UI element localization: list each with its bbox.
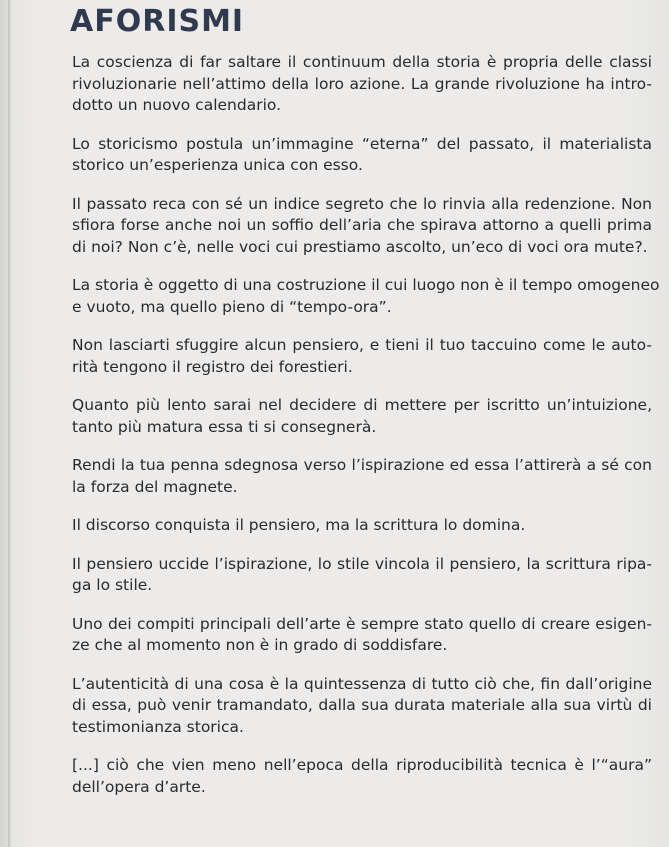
aphorism-paragraph <box>72 614 652 657</box>
aphorism-paragraph <box>72 554 652 597</box>
aphorism-list <box>72 52 660 815</box>
page-title: AFORISMI <box>70 4 245 39</box>
aphorism-paragraph <box>72 335 652 378</box>
aphorism-line: e vuoto, ma quello pieno di “tempo-ora”. <box>72 297 392 316</box>
aphorism-line: ze che al momento non è in grado di soddisfare. <box>72 636 448 654</box>
aphorism-line: di essa, può venir tramandato, dalla sua durata materiale alla sua virtù di <box>72 696 652 714</box>
aphorism-paragraph <box>72 52 652 117</box>
aphorism-line: Il pensiero uccide l’ispirazione, lo stile vincola il pensiero, la scrittura ripa- <box>72 554 652 573</box>
aphorism-line: ga lo stile. <box>72 576 153 594</box>
aphorism-line: Il passato reca con sé un indice segreto che lo rinvia alla redenzione. Non <box>72 194 652 213</box>
aphorism-paragraph <box>72 515 652 537</box>
aphorism-paragraph <box>72 395 652 438</box>
page-gutter-edge <box>8 0 10 847</box>
aphorism-line: tanto più matura essa ti si consegnerà. <box>72 417 377 436</box>
aphorism-line: L’autenticità di una cosa è la quintessenza di tutto ciò che, fin dall’origine <box>72 674 652 693</box>
aphorism-line: rivoluzionarie nell’attimo della loro azione. La grande rivoluzione ha intro- <box>72 74 652 93</box>
aphorism-paragraph <box>72 275 660 318</box>
aphorism-line: rità tengono il registro dei forestieri. <box>72 357 353 376</box>
aphorism-line: Uno dei compiti principali dell’arte è sempre stato quello di creare esigen- <box>72 614 652 633</box>
aphorism-line: [...] ciò che vien meno nell’epoca della riproducibilità tecnica è l’“aura” <box>72 756 652 774</box>
aphorism-line: sfiora forse anche noi un soffio dell’aria che spirava attorno a quelli prima <box>72 216 652 234</box>
aphorism-line: La coscienza di far saltare il continuum della storia è propria delle classi <box>72 53 652 71</box>
aphorism-paragraph <box>72 674 652 739</box>
aphorism-line: Quanto più lento sarai nel decidere di mettere per iscritto un’intuizione, <box>72 396 652 414</box>
aphorism-line: dotto un nuovo calendario. <box>72 96 282 114</box>
aphorism-line: di noi? Non c’è, nelle voci cui prestiamo ascolto, un’eco di voci ora mute?. <box>72 237 648 256</box>
aphorism-paragraph <box>72 134 652 177</box>
aphorism-line: Non lasciarti sfuggire alcun pensiero, e tieni il tuo taccuino come le auto- <box>72 336 652 354</box>
aphorism-line: dell’opera d’arte. <box>72 777 206 796</box>
aphorism-paragraph <box>72 194 652 259</box>
aphorism-line: la forza del magnete. <box>72 477 238 496</box>
aphorism-paragraph <box>72 455 652 498</box>
aphorism-line: Lo storicismo postula un’immagine “eterna” del passato, il materialista <box>72 134 652 153</box>
aphorism-line: La storia è oggetto di una costruzione il cui luogo non è il tempo omogeneo <box>72 276 660 294</box>
aphorism-line: storico un’esperienza unica con esso. <box>72 156 363 174</box>
aphorism-paragraph <box>72 755 652 798</box>
aphorism-line: Il discorso conquista il pensiero, ma la scrittura lo domina. <box>72 516 526 534</box>
aphorism-line: testimonianza storica. <box>72 717 244 736</box>
aphorism-line: Rendi la tua penna sdegnosa verso l’ispirazione ed essa l’attirerà a sé con <box>72 456 652 474</box>
